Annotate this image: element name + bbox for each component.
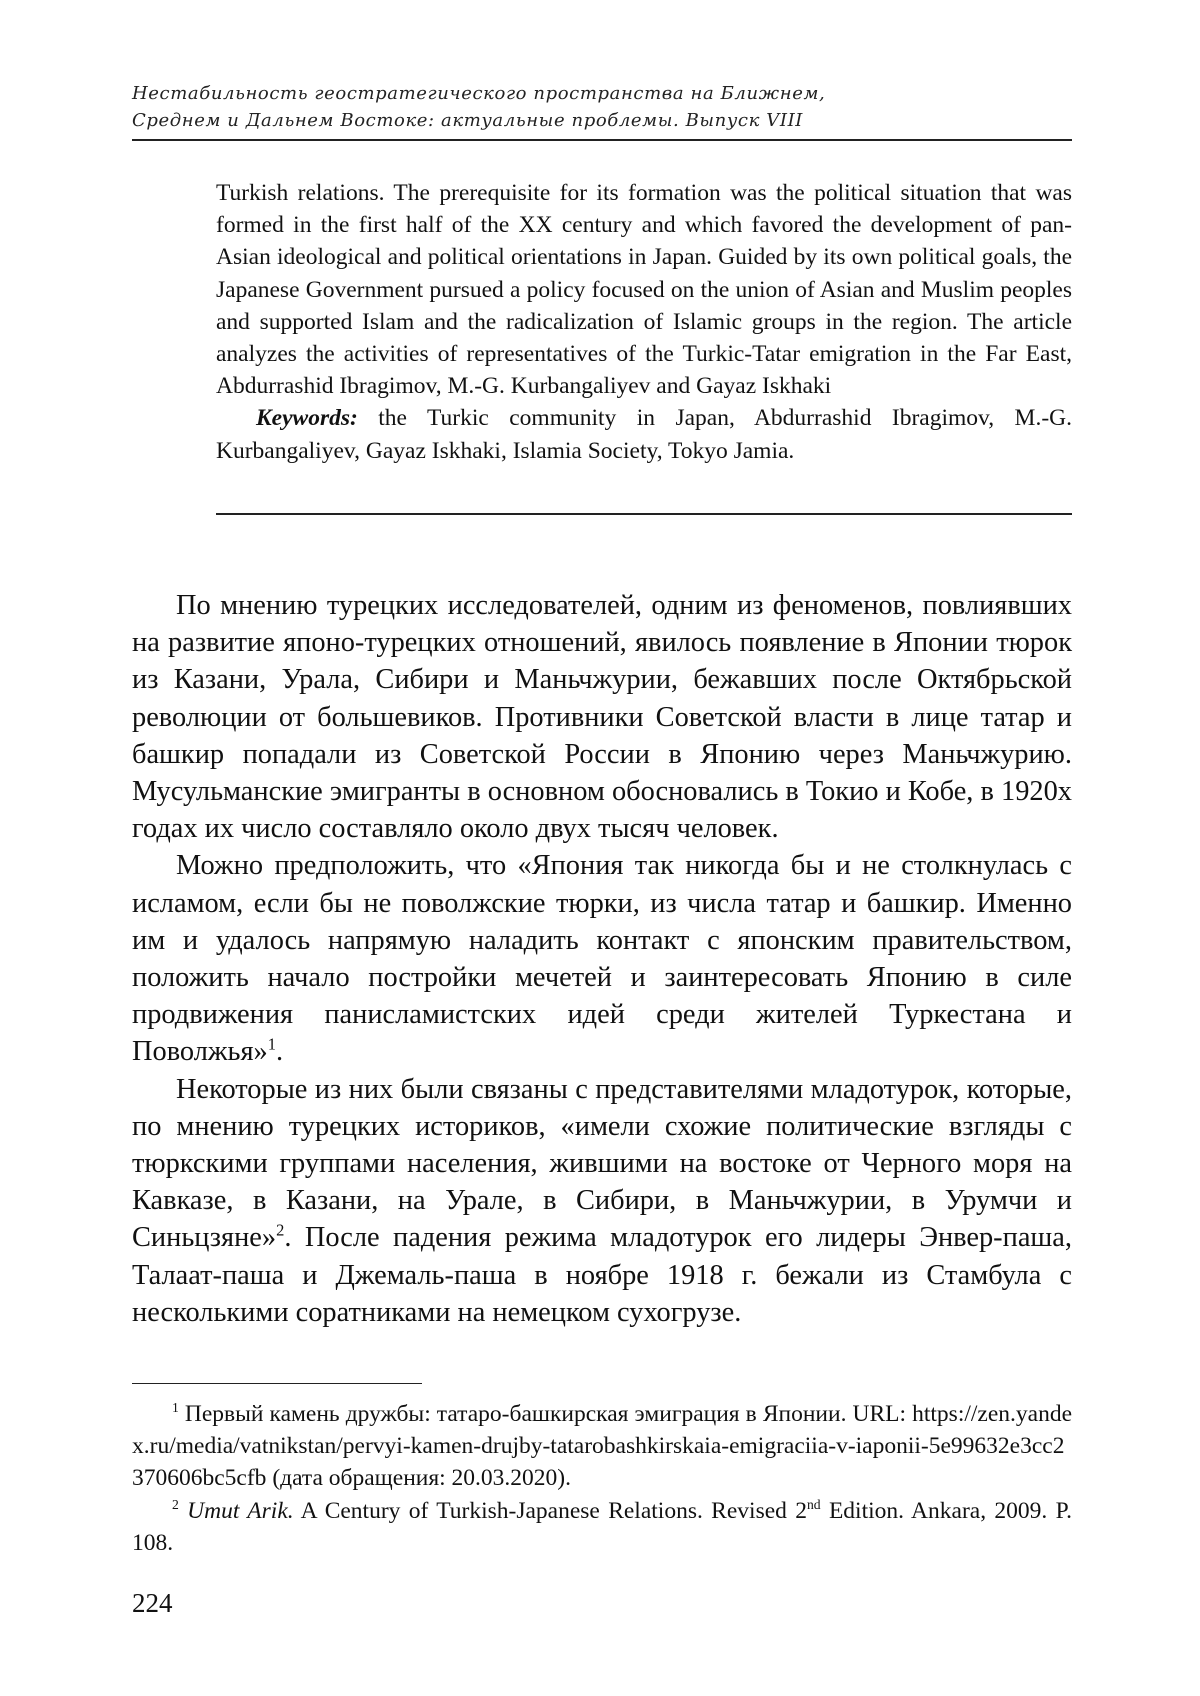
header-divider [132,139,1072,141]
body-paragraph-2-text: Можно предположить, что «Япония так никогда бы и не столкнулась с исламом, если бы не поволжские тюрки, из числа татар и башкир. Именно им и удалось напрямую наладить контакт с японским правительством, положить начало постройки мечетей и заинтересовать Японию в силе продвижения панисламистских идей среди жителей Туркестана и Поволжья» [132,850,1072,1068]
page-number: 224 [132,1588,173,1618]
footnote-1-number: 1 [172,1400,179,1416]
running-header-line-1: Нестабильность геостратегического пространства на Ближнем, [132,83,826,104]
footnote-2-author: Umut Arik. [187,1497,294,1524]
footnote-2-text-b: Edition. Ankara, 2009. P. 108. [132,1497,1072,1556]
body-paragraph-3 [132,1071,1072,1331]
footnote-2 [132,1495,1072,1559]
footnote-1-tail: (дата обращения: 20.03.2020). [266,1465,572,1492]
abstract-text: Turkish relations. The prerequisite for its formation was the political situation that was formed in the first half of the XX century and which favored the development of pan-Asian ideological and political orientations in Japan. Guided by its own political goals, the Japanese Government pursued a policy focused on the union of Asian and Muslim peoples and supported Islam and the radicalization of Islamic groups in the region. The article analyzes the activities of representatives of the Turkic-Tatar emigration in the Far East, Abdurrashid Ibragimov, M.-G. Kurbangaliyev and Gayaz Iskhaki [216,180,1072,400]
body-paragraph-2 [132,847,1072,1070]
footnote-1-url[interactable]: https://zen.yandex.ru/media/vatnikstan/pervyi-kamen-drujby-tatarobashkirskaia-emigraciia-v-iaponii-5e99632e3cc2370606bc5cfb [132,1401,1072,1492]
running-header-line-2: Среднем и Дальнем Востоке: актуальные проблемы. Выпуск VIII [132,110,803,131]
keywords-list: the Turkic community in Japan, Abdurrashid Ibragimov, M.-G. Kurbangaliyev, Gayaz Iskhaki, Islamia Society, Tokyo Jamia. [216,405,1072,464]
footnote-2-ordinal-suffix: nd [806,1496,821,1512]
body-paragraph-1: По мнению турецких исследователей, одним из феноменов, повлиявших на развитие японо-турецких отношений, явилось появление в Японии тюрок из Казани, Урала, Сибири и Маньчжурии, бежавших после Октябрьской революции от большевиков. Противники Советской власти в лице татар и башкир попадали из Советской России в Японию через Маньчжурию. Мусульманские эмигранты в основном обосновались в Токио и Кобе, в 1920х годах их число составляло около двух тысяч человек. [132,590,1072,845]
keywords-paragraph [216,402,1072,466]
body-paragraph-3-text-a: Некоторые из них были связаны с представителями младотурок, которые, по мнению турецких историков, «имели схожие политические взгляды с тюркскими группами населения, жившими на востоке от Черного моря на Кавказе, в Казани, на Урале, в Сибири, в Маньчжурии, в Урумчи и Синьцзяне» [132,1073,1072,1254]
footnote-ref-2[interactable]: 2 [276,1220,285,1240]
keywords-label: Keywords: [256,405,358,432]
footnote-1 [132,1398,1072,1495]
footnote-2-text-a: A Century of Turkish-Japanese Relations. Revised 2 [293,1497,807,1524]
footnote-divider [132,1383,422,1384]
running-header [132,80,1072,134]
footnote-ref-1[interactable]: 1 [267,1034,276,1054]
body-paragraph-2-end: . [275,1036,284,1068]
main-text [132,587,1072,1331]
footnote-1-text: Первый камень дружбы: татаро-башкирская эмиграция в Японии. URL: [178,1401,913,1427]
footnote-2-number: 2 [172,1496,179,1512]
abstract-divider [216,513,1072,515]
body-paragraph-3-text-b: . После падения режима младотурок его лидеры Энвер-паша, Талаат-паша и Джемаль-паша в ноябре 1918 г. бежали из Стамбула с несколькими соратниками на немецком сухогрузе. [132,1222,1072,1328]
footnotes [132,1398,1072,1559]
abstract-block [216,177,1072,467]
